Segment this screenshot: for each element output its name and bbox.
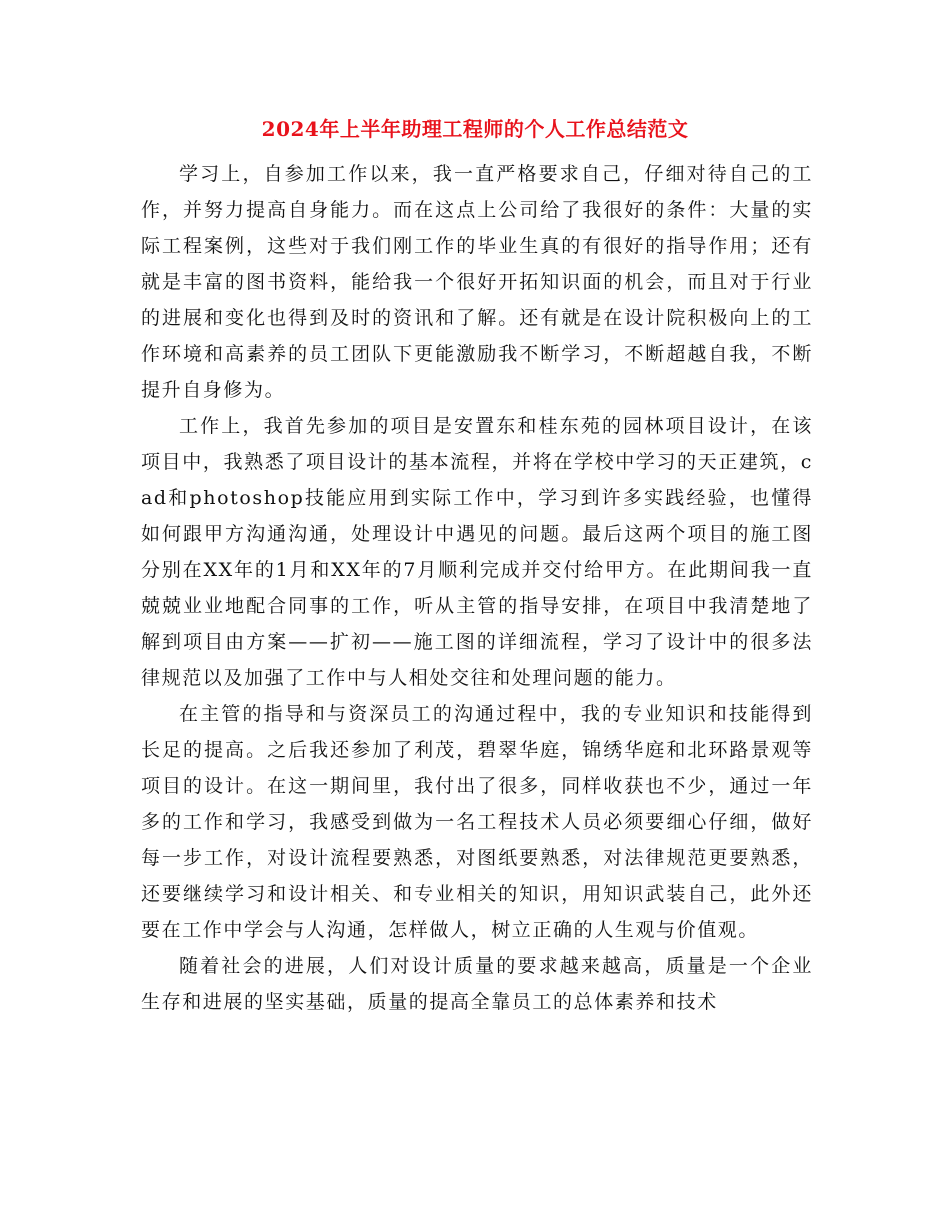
document-body — [141, 156, 813, 1020]
paragraph-work: 工作上，我首先参加的项目是安置东和桂东苑的园林项目设计，在该项目中，我熟悉了项目设计的基本流程，并将在学校中学习的天正建筑，cad和photoshop技能应用到实际工作中，学习到许多实践经验，也懂得如何跟甲方沟通沟通，处理设计中遇见的问题。最后这两个项目的施工图分别在XX年的1月和XX年的7月顺利完成并交付给甲方。在此期间我一直兢兢业业地配合同事的工作，听从主管的指导安排，在项目中我清楚地了解到项目由方案——扩初——施工图的详细流程，学习了设计中的很多法律规范以及加强了工作中与人相处交往和处理问题的能力。 — [141, 415, 813, 689]
paragraph-quality: 随着社会的进展，人们对设计质量的要求越来越高，质量是一个企业生存和进展的坚实基础，质量的提高全靠员工的总体素养和技术 — [141, 955, 813, 1013]
paragraph-growth: 在主管的指导和与资深员工的沟通过程中，我的专业知识和技能得到长足的提高。之后我还参加了利茂，碧翠华庭，锦绣华庭和北环路景观等项目的设计。在这一期间里，我付出了很多，同样收获也不少，通过一年多的工作和学习，我感受到做为一名工程技术人员必须要细心仔细，做好每一步工作，对设计流程要熟悉，对图纸要熟悉，对法律规范更要熟悉，还要继续学习和设计相关、和专业相关的知识，用知识武装自己，此外还要在工作中学会与人沟通，怎样做人，树立正确的人生观与价值观。 — [141, 703, 813, 941]
paragraph-study: 学习上，自参加工作以来，我一直严格要求自己，仔细对待自己的工作，并努力提高自身能力。而在这点上公司给了我很好的条件：大量的实际工程案例，这些对于我们刚工作的毕业生真的有很好的指导作用；还有就是丰富的图书资料，能给我一个很好开拓知识面的机会，而且对于行业的进展和变化也得到及时的资讯和了解。还有就是在设计院积极向上的工作环境和高素养的员工团队下更能激励我不断学习，不断超越自我，不断提升自身修为。 — [141, 163, 813, 401]
document-title: 2024年上半年助理工程师的个人工作总结范文 — [261, 117, 689, 141]
